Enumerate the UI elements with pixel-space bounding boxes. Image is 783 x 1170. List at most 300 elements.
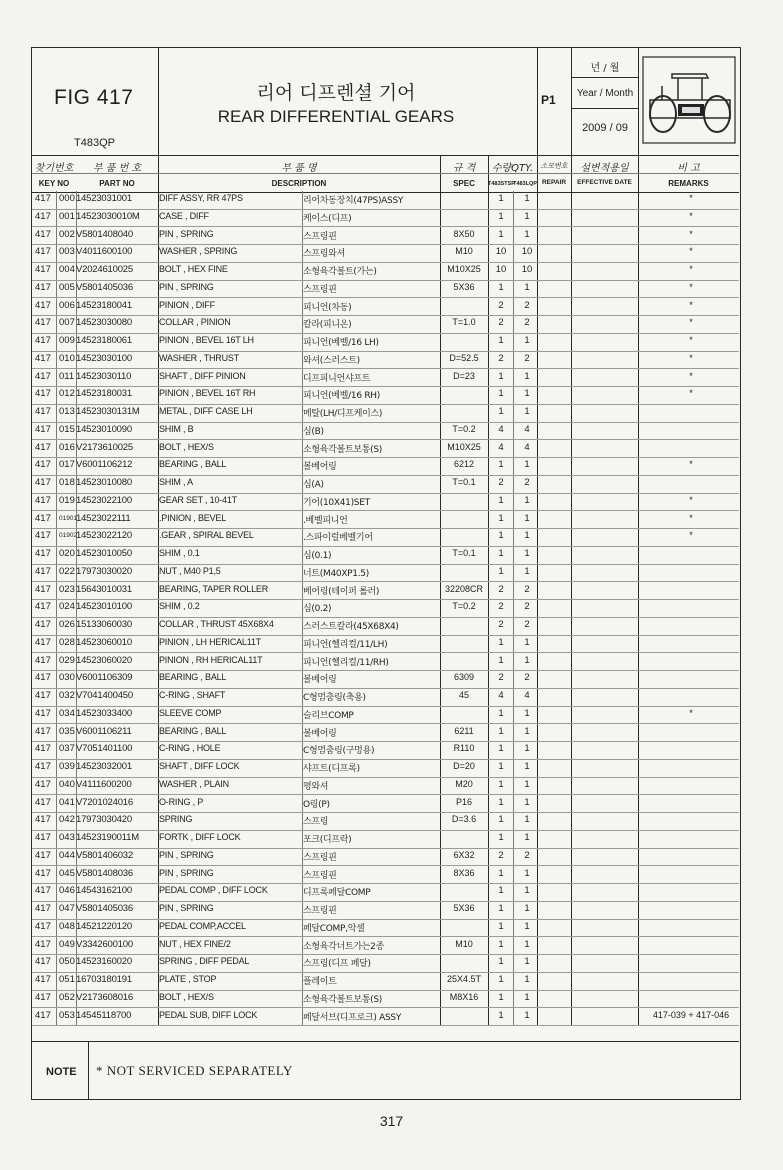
figure-cell: 417 bbox=[35, 885, 51, 897]
description-cell: BEARING, TAPER ROLLER bbox=[159, 583, 268, 594]
table-row bbox=[32, 511, 739, 530]
qty-model-2-cell: 1 bbox=[524, 814, 530, 826]
qty-model-2-cell: 1 bbox=[524, 193, 530, 204]
description-cell: SHAFT , DIFF LOCK bbox=[159, 761, 240, 771]
qty-model-1-cell: 1 bbox=[498, 974, 504, 985]
part-no-cell: 16703180191 bbox=[76, 974, 132, 985]
description-korean-cell: 스프링핀 bbox=[303, 906, 337, 916]
remarks-cell: * bbox=[689, 707, 693, 718]
qty-model-1-cell: 1 bbox=[498, 743, 504, 755]
remarks-cell: * bbox=[689, 317, 693, 328]
spec-cell: M10 bbox=[455, 246, 473, 257]
remarks-cell: * bbox=[689, 246, 693, 257]
figure-cell: 417 bbox=[35, 725, 51, 737]
qty-model-1-cell: 1 bbox=[498, 210, 504, 222]
figure-number: FIG 417 bbox=[54, 86, 134, 109]
table-row bbox=[32, 830, 739, 849]
figure-cell: 417 bbox=[35, 423, 51, 435]
key-no-cell: 019 bbox=[59, 494, 75, 506]
part-no-cell: 14523031001 bbox=[76, 193, 132, 204]
key-no-cell: 029 bbox=[59, 654, 75, 666]
description-cell: PINION , RH HERICAL11T bbox=[159, 654, 263, 665]
description-cell: PIN , SPRING bbox=[159, 903, 214, 913]
description-cell: PINION , DIFF bbox=[159, 299, 215, 310]
spec-cell: 5X36 bbox=[453, 903, 475, 913]
part-no-cell: 14523033400 bbox=[76, 707, 132, 719]
part-no-cell: 14523060010 bbox=[76, 636, 132, 648]
table-row bbox=[32, 901, 739, 920]
qty-model-1-cell: 1 bbox=[498, 956, 504, 968]
key-no-cell: 028 bbox=[59, 636, 75, 648]
figure-cell: 417 bbox=[35, 956, 51, 968]
remarks-cell: * bbox=[689, 299, 693, 310]
table-row bbox=[32, 653, 739, 672]
description-cell: WASHER , PLAIN bbox=[159, 778, 229, 789]
qty-model-1-cell: 2 bbox=[498, 849, 504, 861]
part-no-cell: V6001106212 bbox=[76, 459, 133, 471]
qty-model-2-cell: 1 bbox=[524, 636, 530, 648]
spec-cell: M20 bbox=[455, 778, 473, 789]
table-row bbox=[32, 759, 739, 778]
qty-model-2-cell: 1 bbox=[524, 335, 530, 346]
header-desc-ko: 부 품 명 bbox=[281, 163, 317, 174]
description-cell: COLLAR , THRUST 45X68X4 bbox=[159, 619, 274, 629]
figure-cell: 417 bbox=[35, 228, 51, 240]
qty-model-2-cell: 1 bbox=[524, 778, 530, 790]
figure-cell: 417 bbox=[35, 619, 51, 630]
description-cell: PEDAL COMP , DIFF LOCK bbox=[159, 885, 268, 896]
description-korean-cell: 소형육각볼트보통(S) bbox=[303, 444, 382, 455]
table-row bbox=[32, 688, 739, 707]
description-korean-cell: 심(A) bbox=[303, 480, 324, 490]
qty-model-1-cell: 1 bbox=[498, 707, 504, 719]
description-cell: COLLAR , PINION bbox=[159, 317, 231, 328]
description-korean-cell: .베벨피니언 bbox=[303, 515, 348, 526]
key-no-cell: 011 bbox=[59, 370, 75, 382]
title-korean: 리어 디프렌셜 기어 bbox=[256, 82, 416, 104]
part-no-cell: V5801408040 bbox=[76, 228, 133, 240]
description-korean-cell: .스파이럴베벨기어 bbox=[303, 533, 373, 544]
key-no-cell: 052 bbox=[59, 991, 75, 1003]
tractor-icon bbox=[642, 56, 736, 144]
figure-cell: 417 bbox=[35, 672, 51, 684]
qty-model-2-cell: 1 bbox=[524, 885, 530, 897]
figure-cell: 417 bbox=[35, 796, 51, 808]
table-row bbox=[32, 1008, 739, 1027]
part-no-cell: V7051401100 bbox=[76, 743, 133, 755]
description-cell: BOLT , HEX FINE bbox=[159, 264, 228, 274]
figure-cell: 417 bbox=[35, 406, 51, 417]
table-row bbox=[32, 724, 739, 743]
key-no-cell: 01902 bbox=[59, 532, 78, 540]
part-no-cell: 14523010080 bbox=[76, 477, 132, 488]
figure-cell: 417 bbox=[35, 352, 51, 364]
part-no-cell: V2024610025 bbox=[76, 264, 133, 275]
qty-model-1-cell: 1 bbox=[498, 778, 504, 790]
description-korean-cell: 소형육각볼트(가는) bbox=[303, 267, 377, 277]
qty-model-2-cell: 1 bbox=[524, 210, 530, 222]
part-no-cell: 14523030080 bbox=[76, 317, 132, 329]
description-cell: BEARING , BALL bbox=[159, 672, 227, 683]
qty-model-2-cell: 1 bbox=[524, 388, 530, 400]
part-no-cell: 14523010050 bbox=[76, 548, 132, 559]
key-no-cell: 032 bbox=[59, 690, 75, 701]
table-row bbox=[32, 741, 739, 760]
qty-model-1-cell: 1 bbox=[498, 530, 504, 542]
parts-sheet bbox=[31, 47, 741, 1100]
figure-cell: 417 bbox=[35, 938, 51, 950]
description-cell: PIN , SPRING bbox=[159, 849, 214, 860]
qty-model-2-cell: 1 bbox=[524, 920, 530, 932]
qty-model-1-cell: 10 bbox=[495, 264, 507, 275]
remarks-cell: * bbox=[689, 370, 693, 381]
qty-model-2-cell: 2 bbox=[524, 601, 530, 613]
spec-cell: T=0.1 bbox=[452, 548, 476, 558]
figure-cell: 417 bbox=[35, 991, 51, 1003]
description-cell: FORTK , DIFF LOCK bbox=[159, 832, 241, 842]
table-row bbox=[32, 333, 739, 352]
figure-cell: 417 bbox=[35, 264, 51, 275]
spec-cell: T=0.2 bbox=[452, 423, 476, 434]
remarks-cell: * bbox=[689, 494, 693, 505]
part-no-cell: 14545118700 bbox=[76, 1009, 132, 1021]
key-no-cell: 047 bbox=[59, 903, 75, 914]
spec-cell: P16 bbox=[455, 796, 472, 807]
part-no-cell: 14523022100 bbox=[76, 494, 132, 506]
qty-model-2-cell: 1 bbox=[524, 707, 530, 719]
header-eff-en: EFFECTIVE DATE bbox=[577, 179, 632, 186]
key-no-cell: 042 bbox=[59, 814, 75, 826]
description-cell: SPRING bbox=[159, 814, 193, 825]
qty-model-1-cell: 1 bbox=[498, 228, 504, 240]
part-no-cell: V5801405036 bbox=[76, 903, 133, 914]
description-korean-cell: 칼라(피니온) bbox=[303, 320, 352, 331]
spec-cell: 6309 bbox=[453, 672, 475, 683]
description-cell: WASHER , THRUST bbox=[159, 352, 240, 363]
key-no-cell: 023 bbox=[59, 583, 75, 595]
figure-cell: 417 bbox=[35, 601, 51, 613]
spec-cell: M10X25 bbox=[447, 441, 481, 452]
sheet-header bbox=[32, 48, 739, 155]
qty-model-2-cell: 1 bbox=[524, 796, 530, 808]
figure-cell: 417 bbox=[35, 246, 51, 258]
spec-cell: D=23 bbox=[453, 370, 475, 381]
figure-cell: 417 bbox=[35, 903, 51, 914]
description-cell: PEDAL SUB, DIFF LOCK bbox=[159, 1009, 258, 1020]
spec-cell: 6X32 bbox=[453, 849, 475, 860]
qty-model-2-cell: 1 bbox=[524, 938, 530, 950]
description-korean-cell: 심(B) bbox=[303, 426, 324, 437]
remarks-cell: * bbox=[689, 281, 693, 292]
qty-model-1-cell: 1 bbox=[498, 370, 504, 382]
remarks-cell: * bbox=[689, 352, 693, 363]
description-korean-cell: 디프록페달COMP bbox=[303, 888, 371, 899]
key-no-cell: 049 bbox=[59, 938, 75, 950]
spec-cell: 6211 bbox=[454, 725, 474, 736]
description-cell: PEDAL COMP,ACCEL bbox=[159, 920, 246, 931]
table-row bbox=[32, 617, 739, 636]
part-no-cell: V5801405036 bbox=[76, 281, 133, 293]
figure-cell: 417 bbox=[35, 335, 51, 346]
key-no-cell: 002 bbox=[59, 228, 75, 240]
description-korean-cell: 피니언(헬리컬/11/LH) bbox=[303, 639, 388, 650]
figure-cell: 417 bbox=[35, 974, 51, 985]
description-korean-cell: 플레이트 bbox=[303, 977, 337, 987]
figure-cell: 417 bbox=[35, 193, 51, 204]
description-cell: PINION , BEVEL 16T LH bbox=[159, 335, 254, 345]
qty-model-2-cell: 1 bbox=[524, 370, 530, 382]
table-row bbox=[32, 315, 739, 334]
figure-cell: 417 bbox=[35, 778, 51, 790]
qty-model-1-cell: 1 bbox=[498, 920, 504, 932]
description-cell: BOLT , HEX/S bbox=[159, 441, 214, 452]
description-cell: .GEAR , SPIRAL BEVEL bbox=[159, 530, 254, 541]
table-row bbox=[32, 244, 739, 263]
qty-model-1-cell: 2 bbox=[498, 317, 504, 329]
header-qty-model-1: T483STSP bbox=[488, 181, 515, 187]
qty-model-2-cell: 1 bbox=[524, 761, 530, 772]
remarks-cell: * bbox=[689, 193, 693, 203]
qty-model-1-cell: 1 bbox=[498, 512, 504, 524]
qty-model-1-cell: 2 bbox=[498, 672, 504, 684]
description-cell: GEAR SET , 10-41T bbox=[159, 494, 237, 505]
qty-model-1-cell: 10 bbox=[495, 246, 507, 258]
qty-model-1-cell: 2 bbox=[498, 601, 504, 613]
description-korean-cell: 소형육각너트가는2종 bbox=[303, 941, 384, 952]
part-no-cell: 14523030100 bbox=[76, 352, 132, 364]
part-no-cell: V6001106211 bbox=[76, 725, 132, 737]
qty-model-1-cell: 1 bbox=[498, 335, 504, 346]
page-tag: P1 bbox=[541, 93, 556, 107]
qty-model-1-cell: 1 bbox=[498, 761, 504, 772]
qty-model-2-cell: 1 bbox=[524, 1009, 530, 1021]
qty-model-2-cell: 4 bbox=[524, 441, 530, 453]
table-row bbox=[32, 280, 739, 299]
description-korean-cell: 슬리브COMP bbox=[303, 710, 354, 721]
table-row bbox=[32, 795, 739, 814]
qty-model-1-cell: 1 bbox=[498, 796, 504, 808]
description-korean-cell: 심(0.2) bbox=[303, 604, 332, 615]
description-korean-cell: 너트(M40XP1.5) bbox=[303, 568, 369, 579]
table-row bbox=[32, 298, 739, 317]
qty-model-1-cell: 1 bbox=[498, 938, 504, 950]
key-no-cell: 020 bbox=[59, 548, 75, 559]
qty-model-1-cell: 1 bbox=[498, 193, 504, 204]
qty-model-2-cell: 1 bbox=[524, 281, 530, 293]
description-korean-cell: O링(P) bbox=[303, 799, 330, 810]
part-no-cell: 14523190011M bbox=[76, 832, 139, 843]
qty-model-2-cell: 1 bbox=[524, 459, 530, 471]
qty-model-2-cell: 2 bbox=[524, 672, 530, 684]
key-no-cell: 000 bbox=[59, 193, 75, 204]
part-no-cell: V4111600200 bbox=[76, 778, 132, 790]
key-no-cell: 009 bbox=[59, 335, 75, 346]
qty-model-2-cell: 1 bbox=[524, 548, 530, 559]
figure-cell: 417 bbox=[35, 565, 51, 577]
qty-model-2-cell: 1 bbox=[524, 530, 530, 542]
year-month-value: 2009 / 09 bbox=[582, 122, 628, 134]
description-cell: SHIM , B bbox=[159, 423, 194, 434]
qty-model-2-cell: 1 bbox=[524, 725, 530, 737]
qty-model-1-cell: 2 bbox=[498, 619, 504, 630]
table-row bbox=[32, 706, 739, 725]
qty-model-2-cell: 10 bbox=[521, 264, 533, 275]
qty-model-1-cell: 4 bbox=[498, 423, 504, 435]
description-korean-cell: 볼베어링 bbox=[303, 462, 337, 473]
qty-model-2-cell: 2 bbox=[524, 849, 530, 861]
spec-cell: 8X36 bbox=[453, 867, 475, 878]
key-no-cell: 043 bbox=[59, 832, 75, 843]
figure-cell: 417 bbox=[35, 654, 51, 666]
header-desc-en: DESCRIPTION bbox=[271, 179, 327, 188]
qty-model-1-cell: 2 bbox=[498, 299, 504, 311]
description-cell: NUT , HEX FINE/2 bbox=[159, 938, 231, 949]
part-no-cell: 15643010031 bbox=[76, 583, 132, 595]
qty-model-1-cell: 1 bbox=[498, 903, 504, 914]
description-korean-cell: 평와셔 bbox=[303, 781, 329, 792]
table-row bbox=[32, 209, 739, 228]
key-no-cell: 015 bbox=[59, 423, 75, 435]
description-cell: BEARING , BALL bbox=[159, 725, 227, 736]
description-korean-cell: 소형육각볼트보통(S) bbox=[303, 994, 382, 1005]
description-cell: SHIM , 0.2 bbox=[159, 601, 200, 612]
description-korean-cell: 샤프트(디프록) bbox=[303, 764, 360, 774]
figure-cell: 417 bbox=[35, 494, 51, 506]
part-no-cell: 14543162100 bbox=[76, 885, 132, 897]
figure-cell: 417 bbox=[35, 512, 51, 524]
qty-model-1-cell: 1 bbox=[498, 991, 504, 1003]
spec-cell: T=1.0 bbox=[452, 317, 476, 328]
header-repair-en: REPAIR bbox=[541, 179, 567, 186]
note-text: * NOT SERVICED SEPARATELY bbox=[96, 1063, 293, 1078]
qty-model-1-cell: 1 bbox=[498, 867, 504, 879]
table-row bbox=[32, 564, 739, 583]
key-no-cell: 017 bbox=[59, 459, 75, 471]
figure-cell: 417 bbox=[35, 548, 51, 559]
figure-cell: 417 bbox=[35, 849, 51, 861]
key-no-cell: 035 bbox=[59, 725, 75, 737]
table-row bbox=[32, 457, 739, 476]
key-no-cell: 018 bbox=[59, 477, 75, 488]
description-korean-cell: 스프링핀 bbox=[303, 284, 337, 295]
spec-cell: T=0.2 bbox=[452, 601, 476, 612]
qty-model-2-cell: 2 bbox=[524, 352, 530, 364]
part-no-cell: 17973030420 bbox=[76, 814, 132, 826]
spec-cell: 32208CR bbox=[444, 583, 484, 594]
description-korean-cell: 디프피니언샤프트 bbox=[303, 373, 371, 384]
part-no-cell: 14523060020 bbox=[76, 654, 132, 666]
description-cell: PINION , BEVEL 16T RH bbox=[159, 388, 256, 399]
description-korean-cell: 포크(디프락) bbox=[303, 835, 352, 845]
key-no-cell: 005 bbox=[59, 281, 75, 293]
part-no-cell: 15133060030 bbox=[76, 619, 132, 630]
description-cell: PINION , LH HERICAL11T bbox=[159, 636, 261, 647]
qty-model-2-cell: 1 bbox=[524, 974, 530, 985]
header-qty-model-2: T483LQP bbox=[513, 181, 537, 187]
header-qty-ko: 수량QTY. bbox=[491, 163, 534, 174]
key-no-cell: 039 bbox=[59, 761, 75, 772]
qty-model-2-cell: 1 bbox=[524, 565, 530, 577]
figure-cell: 417 bbox=[35, 388, 51, 400]
table-row bbox=[32, 954, 739, 973]
qty-model-1-cell: 4 bbox=[498, 690, 504, 701]
figure-cell: 417 bbox=[35, 743, 51, 755]
description-cell: .PINION , BEVEL bbox=[159, 512, 227, 523]
description-korean-cell: 와셔(스러스트) bbox=[303, 355, 360, 366]
table-row bbox=[32, 351, 739, 370]
spec-cell: 45 bbox=[458, 690, 469, 700]
qty-model-2-cell: 1 bbox=[524, 494, 530, 506]
description-korean-cell: 볼베어링 bbox=[303, 675, 337, 686]
description-korean-cell: 스프링와셔 bbox=[303, 249, 345, 260]
qty-model-1-cell: 1 bbox=[498, 494, 504, 506]
qty-model-1-cell: 1 bbox=[498, 832, 504, 843]
key-no-cell: 007 bbox=[59, 317, 75, 329]
key-no-cell: 050 bbox=[59, 956, 75, 968]
description-korean-cell: 베어링(테이퍼 롤러) bbox=[303, 586, 380, 597]
header-part-ko: 부 품 번 호 bbox=[92, 163, 142, 174]
qty-model-1-cell: 2 bbox=[498, 477, 504, 488]
description-korean-cell: 기어(10X41)SET bbox=[303, 497, 370, 508]
table-row bbox=[32, 262, 739, 281]
header-key-en: KEY NO bbox=[38, 179, 70, 188]
qty-model-1-cell: 1 bbox=[498, 459, 504, 471]
description-korean-cell: 스프링핀 bbox=[303, 852, 337, 863]
header-remarks-ko: 비 고 bbox=[677, 163, 700, 174]
figure-cell: 417 bbox=[35, 317, 51, 329]
remarks-cell: 417-039 + 417-046 bbox=[652, 1009, 730, 1020]
figure-cell: 417 bbox=[35, 299, 51, 311]
part-no-cell: 14523030110 bbox=[76, 370, 132, 382]
key-no-cell: 053 bbox=[59, 1009, 75, 1021]
description-cell: SHIM , A bbox=[159, 477, 193, 487]
header-eff-ko: 설변적용일 bbox=[580, 163, 629, 174]
remarks-cell: * bbox=[689, 459, 693, 470]
description-cell: PLATE , STOP bbox=[159, 974, 217, 984]
table-row bbox=[32, 919, 739, 938]
table-row bbox=[32, 990, 739, 1009]
table-row bbox=[32, 528, 739, 547]
figure-cell: 417 bbox=[35, 814, 51, 826]
table-row bbox=[32, 777, 739, 796]
page-number: 317 bbox=[379, 1113, 404, 1129]
description-cell: SHIM , 0.1 bbox=[159, 548, 200, 558]
qty-model-1-cell: 1 bbox=[498, 654, 504, 666]
title-english: REAR DIFFERENTIAL GEARS bbox=[217, 107, 455, 126]
year-month-label-en: Year / Month bbox=[576, 88, 634, 99]
table-row bbox=[32, 546, 739, 565]
table-row bbox=[32, 191, 739, 210]
qty-model-2-cell: 1 bbox=[524, 956, 530, 968]
key-no-cell: 004 bbox=[59, 264, 75, 275]
qty-model-2-cell: 2 bbox=[524, 299, 530, 311]
key-no-cell: 024 bbox=[59, 601, 75, 613]
table-row bbox=[32, 670, 739, 689]
key-no-cell: 006 bbox=[59, 299, 75, 311]
qty-model-1-cell: 1 bbox=[498, 548, 504, 559]
table-row bbox=[32, 386, 739, 405]
description-korean-cell: 스프링(디프 페달) bbox=[303, 959, 371, 970]
qty-model-2-cell: 1 bbox=[524, 832, 530, 843]
description-korean-cell: C형멈춤링(구멍용) bbox=[303, 746, 375, 757]
qty-model-1-cell: 2 bbox=[498, 352, 504, 364]
qty-model-2-cell: 2 bbox=[524, 619, 530, 630]
qty-model-2-cell: 1 bbox=[524, 654, 530, 666]
table-row bbox=[32, 422, 739, 441]
qty-model-2-cell: 1 bbox=[524, 903, 530, 914]
header-part-en: PART NO bbox=[99, 179, 135, 188]
part-no-cell: 17973030020 bbox=[76, 565, 132, 577]
